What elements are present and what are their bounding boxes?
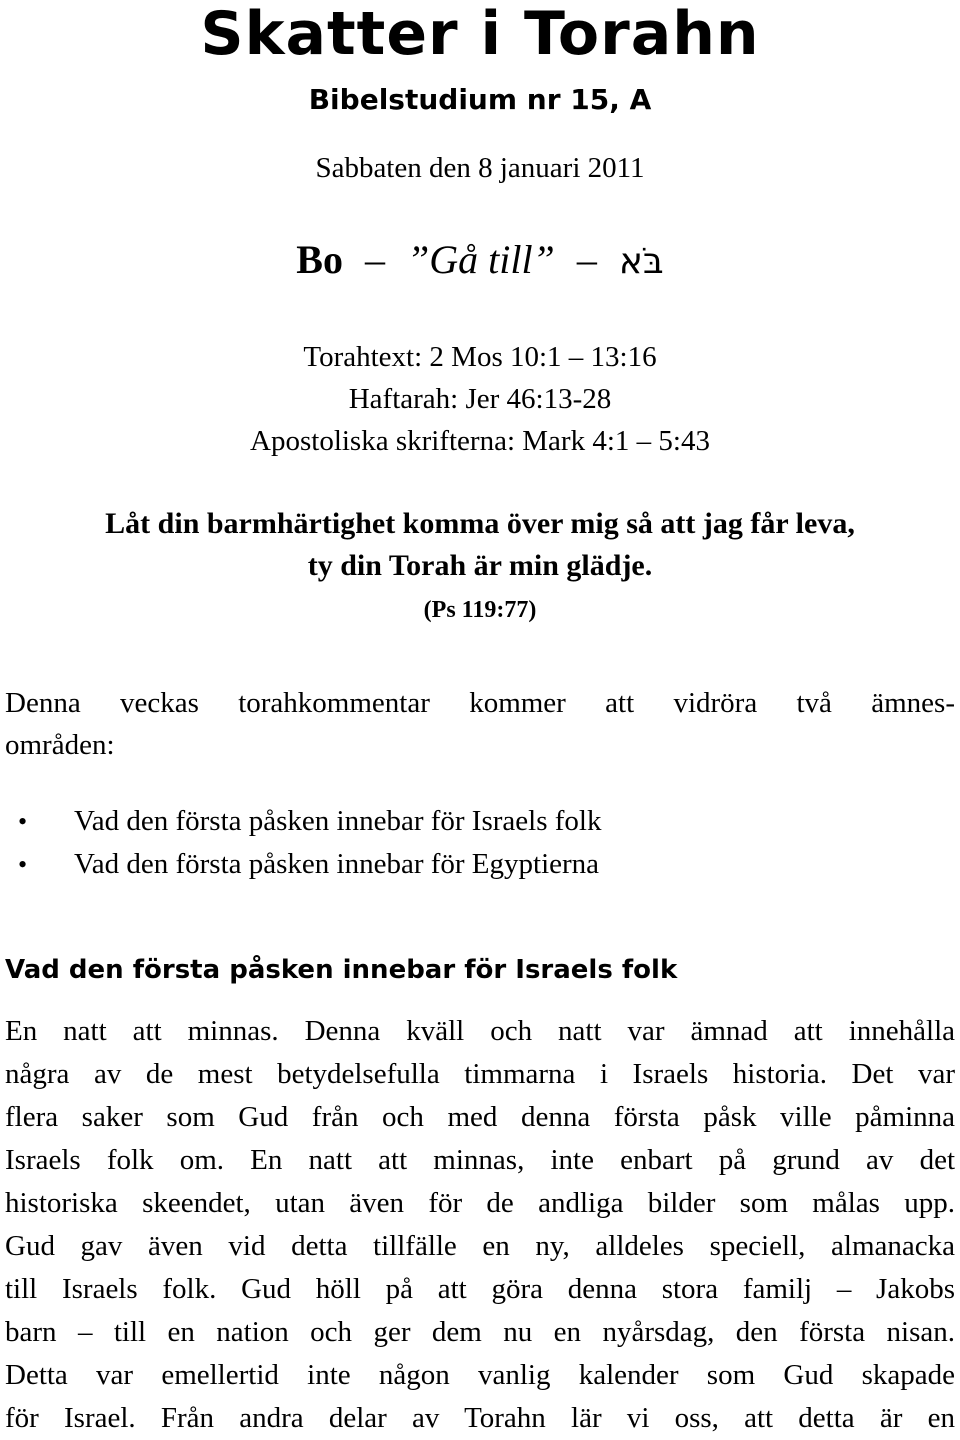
intro-line-1: Denna veckas torahkommentar kommer att vidröra två ämnes-	[5, 687, 955, 719]
list-item	[18, 800, 948, 843]
body-line: några av de mest betydelsefulla timmarna i Israels historia. Det var	[5, 1058, 955, 1090]
body-line: för Israel. Från andra delar av Torahn lär vi oss, att detta är en	[5, 1402, 955, 1434]
bullet-icon: •	[18, 850, 28, 879]
body-line: flera saker som Gud från och med denna första påsk ville påminna	[5, 1101, 955, 1133]
parasha-name: Bo	[296, 237, 343, 282]
parasha-heading	[0, 236, 960, 286]
verse-line-1: Låt din barmhärtighet komma över mig så att jag får leva,	[105, 507, 855, 540]
intro-paragraph	[5, 682, 955, 766]
verse-reference: (Ps 119:77)	[423, 597, 537, 623]
body-line: En natt att minnas. Denna kväll och natt var ämnad att innehålla	[5, 1015, 955, 1047]
reading-apostolic: Apostoliska skrifterna: Mark 4:1 – 5:43	[250, 425, 710, 457]
body-line: historiska skeendet, utan även för de andliga bilder som målas upp.	[5, 1187, 955, 1219]
parasha-hebrew: בֹּא	[618, 241, 664, 282]
parasha-meaning: ”Gå till”	[406, 237, 555, 282]
bullet-icon: •	[18, 807, 28, 836]
parasha-dash-1: –	[364, 237, 385, 282]
reading-torah: Torahtext: 2 Mos 10:1 – 13:16	[303, 341, 657, 373]
body-line: Gud gav även vid detta tillfälle en ny, alldeles speciell, almanacka	[5, 1230, 955, 1262]
reading-haftarah: Haftarah: Jer 46:13-28	[348, 383, 612, 415]
body-line: till Israels folk. Gud höll på att göra denna stora familj – Jakobs	[5, 1273, 955, 1305]
body-paragraph	[5, 1010, 955, 1440]
body-line: barn – till en nation och ger dem nu en nyårsdag, den första nisan.	[5, 1316, 955, 1348]
intro-line-2: områden:	[5, 729, 115, 761]
body-line: Detta var emellertid inte någon vanlig kalender som Gud skapade	[5, 1359, 955, 1391]
document-subtitle: Bibelstudium nr 15, A	[308, 83, 652, 116]
body-line: Israels folk om. En natt att minnas, inte enbart på grund av det	[5, 1144, 955, 1176]
section-heading: Vad den första påsken innebar för Israels folk	[5, 955, 678, 985]
document-title: Skatter i Torahn	[200, 0, 760, 69]
document-date: Sabbaten den 8 januari 2011	[315, 152, 645, 184]
verse-line-2: ty din Torah är min glädje.	[307, 549, 653, 582]
topic-list	[18, 800, 948, 886]
list-item	[18, 843, 948, 886]
readings-list	[0, 336, 960, 462]
list-item-text: Vad den första påsken innebar för Egyptierna	[74, 848, 600, 880]
verse-quote	[0, 503, 960, 587]
list-item-text: Vad den första påsken innebar för Israels folk	[74, 805, 602, 837]
parasha-dash-2: –	[576, 237, 597, 282]
